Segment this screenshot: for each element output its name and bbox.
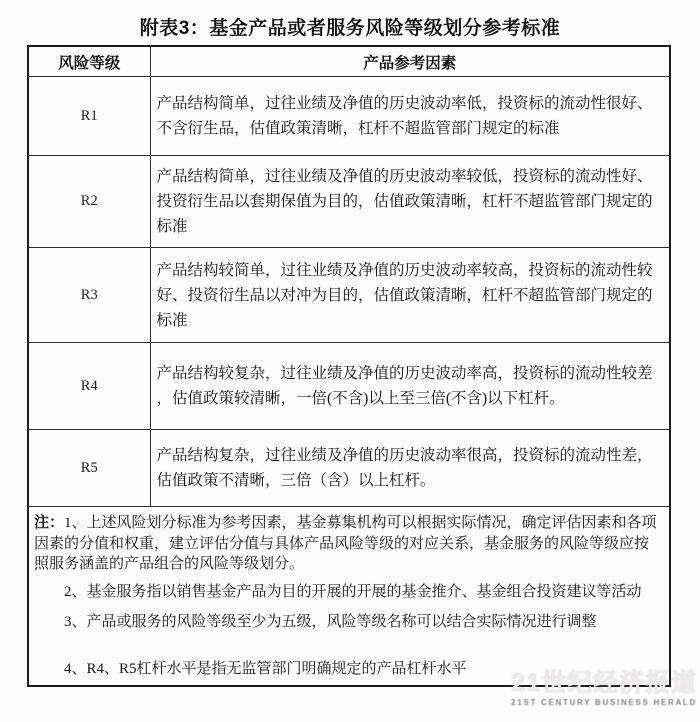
factors-cell: 产品结构简单，过往业绩及净值的历史波动率较低，投资标的流动性好、投资衍生品以套期保值为目的，估值政策清晰，杠杆不超监管部门规定的标准: [150, 156, 670, 248]
risk-level-cell: R4: [28, 343, 150, 430]
factors-cell: 产品结构复杂，过往业绩及净值的历史波动率很高，投资标的流动性差，估值政策不清晰，三倍（含）以上杠杆。: [150, 430, 670, 507]
note-paragraph: 4、R4、R5杠杆水平是指无监管部门明确规定的产品杠杆水平: [64, 660, 467, 677]
risk-level-table: [27, 45, 671, 687]
page-title: 附表3：基金产品或者服务风险等级划分参考标准: [139, 18, 561, 39]
notes-cell: [28, 507, 670, 687]
factors-cell: 产品结构较简单，过往业绩及净值的历史波动率较高，投资标的流动性较好、投资衍生品以对冲为目的，估值政策清晰，杠杆不超监管部门规定的标准: [150, 248, 670, 343]
table-row: [28, 430, 670, 507]
header-product-factors: 产品参考因素: [150, 46, 670, 77]
factors-cell: 产品结构较复杂，过往业绩及净值的历史波动率高，投资标的流动性较差，估值政策较清晰，一倍(不含)以上至三倍(不含)以下杠杆。: [150, 343, 670, 430]
risk-level-cell: R1: [28, 77, 150, 156]
table-row: [28, 77, 670, 156]
note-label: 注：: [34, 515, 65, 531]
factors-cell: 产品结构简单，过往业绩及净值的历史波动率低，投资标的流动性很好、不含衍生品，估值政策清晰，杠杆不超监管部门规定的标准: [150, 77, 670, 156]
risk-level-cell: R5: [28, 430, 150, 507]
note-paragraph: 3、产品或服务的风险等级至少为五级，风险等级名称可以结合实际情况进行调整: [64, 614, 597, 630]
table-row: [28, 156, 670, 248]
watermark-brand-text: 21世纪经济报道: [511, 669, 697, 697]
note-paragraph: 2、基金服务指以销售基金产品为目的开展的开展的基金推介、基金组合投资建议等活动: [64, 583, 642, 600]
table-row: [28, 343, 670, 430]
header-risk-level: 风险等级: [28, 46, 150, 77]
risk-level-cell: R3: [28, 248, 150, 343]
watermark-subtext: 21ST CENTURY BUSINESS HERALD: [511, 698, 697, 707]
note-text: 1、上述风险划分标准为参考因素，基金募集机构可以根据实际情况，确定评估因素和各项因素的分值和权重，建立评估分值与具体产品风险等级的对应关系，基金服务的风险等级应按照服务涵盖的产品组合的风险等级划分。: [34, 515, 657, 572]
table-header-row: [28, 46, 670, 77]
note-paragraph: [34, 513, 663, 575]
table-row: [28, 248, 670, 343]
table-notes-row: [28, 507, 670, 687]
risk-level-cell: R2: [28, 156, 150, 248]
